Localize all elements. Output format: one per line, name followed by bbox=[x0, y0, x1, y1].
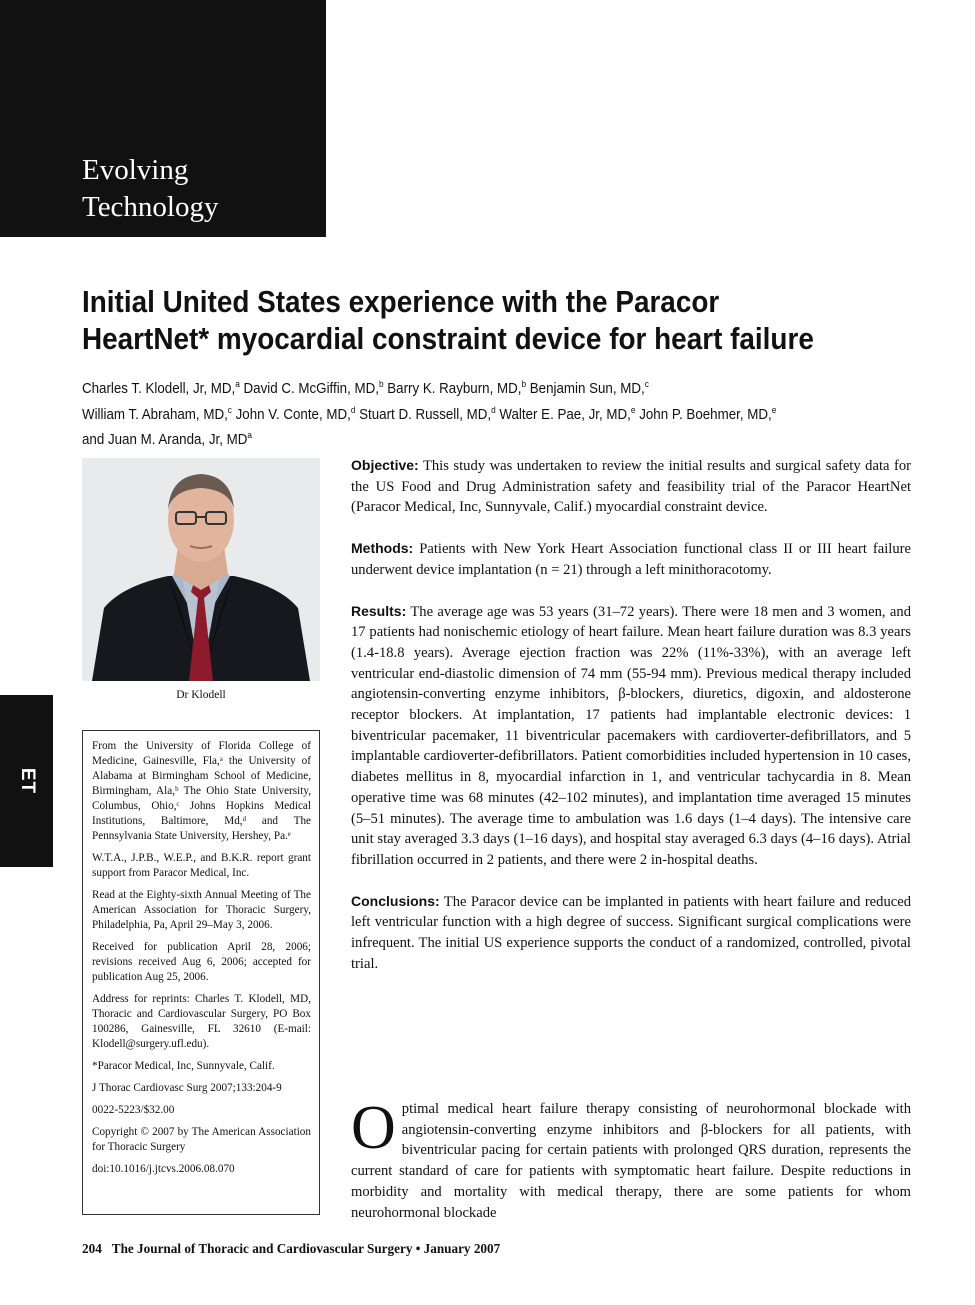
affiliation-doi: doi:10.1016/j.jtcvs.2006.08.070 bbox=[92, 1163, 235, 1175]
abstract-results: Results: The average age was 53 years (31–72 years). There were 18 men and 3 women, and 17 patients had nonischemic etiology of heart failure. Mean heart failure duration was 8.3 years (1.4-18.8 years). Average ejection fraction was 22% (11%-33%), with an average left ventricular end-diastolic dimension of 74 mm (55-94 mm). Previous medical therapy included angiotensin-converting enzyme inhibitors, β-blockers, diuretics, digoxin, and aldosterone receptor blockers. At implantation, 17 patients had implantable electronic devices: 1 biventricular pacemaker, 11 biventricular pacemakers with cardioverter-defibrillators, and 5 implantable cardioverter-defibrillators. Patient comorbidities included hypertension in 10 cases, diabetes mellitus in 8, myocardial infarction in 1, and ventricular tachycardia in 8. Mean operative time was 68 minutes (42–102 minutes), and implantation time averaged 15 minutes (5–51 minutes). The average time to ambulation was 1.6 days (1–4 days). The intensive care unit stay averaged 3.3 days (1–16 days), and hospital stay averaged 6.3 days (4–16 days). Atrial fibrillation occurred in 2 patients, and there were 2 in-hospital deaths. bbox=[351, 602, 911, 868]
author: Benjamin Sun, MD,$^c$ bbox=[529, 379, 649, 397]
author: John P. Boehmer, MD,$^e$ bbox=[639, 404, 777, 423]
section-label-line1: Evolving bbox=[82, 154, 189, 186]
affiliation-issn: 0022-5223/$32.00 bbox=[92, 1104, 175, 1116]
affiliation-received: Received for publication April 28, 2006; revisions received Aug 6, 2006; accepted for publication Aug 25, 2006. bbox=[92, 941, 311, 983]
abstract-heading: Methods: bbox=[351, 540, 414, 557]
abstract-heading: Objective: bbox=[351, 457, 419, 473]
body-paragraph-text: ptimal medical heart failure therapy consisting of neurohormonal blockade with angiotensin-converting enzyme inhibitors and β-blockers for all patients, with biventricular pacing for certain patients with prolonged QRS duration, represents the current standard of care for patients with symptomatic heart failure. Despite reductions in morbidity and mortality with medical therapy, there are some patients for whom neurohormonal blockade bbox=[351, 1101, 911, 1221]
author-line-2 bbox=[82, 400, 910, 426]
photo-caption: Dr Klodell bbox=[176, 689, 226, 701]
affiliation-meeting: Read at the Eighty-sixth Annual Meeting of The American Association for Thoracic Surgery, Philadelphia, Pa, April 29–May 3, 2006. bbox=[92, 889, 311, 931]
article-title-line1: Initial United States experience with the Paracor bbox=[82, 284, 720, 319]
page-number: 204 bbox=[82, 1241, 102, 1256]
article-title-line2: HeartNet* myocardial constraint device for heart failure bbox=[82, 321, 814, 356]
author-line-1 bbox=[82, 374, 910, 400]
author-line-3 bbox=[82, 426, 910, 452]
affiliation-grant-support: W.T.A., J.P.B., W.E.P., and B.K.R. report grant support from Paracor Medical, Inc. bbox=[92, 852, 311, 879]
abstract-heading: Conclusions: bbox=[351, 892, 440, 909]
section-label-line2: Technology bbox=[82, 191, 219, 223]
affiliation-reprints: Address for reprints: Charles T. Klodell, MD, Thoracic and Cardiovascular Surgery, PO Box 100286, Gainesville, FL 32610 (E-mail: Klodell@surgery.ufl.edu). bbox=[92, 993, 311, 1050]
affiliation-institutions: From the University of Florida College of Medicine, Gainesville, Fla,ᵃ the University of Alabama at Birmingham School of Medicine, Birmingham, Ala,ᵇ The Ohio State University, Columbus, Ohio,ᶜ Johns Hopkins Medical Institutions, Baltimore, Md,ᵈ and The Pennsylvania State University, Hershey, Pa.ᵉ bbox=[92, 740, 311, 842]
affiliation-footnote: *Paracor Medical, Inc, Sunnyvale, Calif. bbox=[92, 1060, 275, 1072]
author: William T. Abraham, MD,$^c$ bbox=[82, 404, 232, 423]
author-portrait-image bbox=[82, 458, 320, 681]
affiliation-copyright: Copyright © 2007 by The American Association for Thoracic Surgery bbox=[92, 1126, 311, 1153]
abstract bbox=[351, 455, 911, 994]
affiliation-citation: J Thorac Cardiovasc Surg 2007;133:204-9 bbox=[92, 1082, 282, 1094]
body-paragraph bbox=[351, 1094, 911, 1223]
abstract-conclusions: Conclusions: The Paracor device can be implanted in patients with heart failure and reduced left ventricular function with a high degree of success. Significant surgical complications were infrequent. The initial US experience supports the conduct of a randomized, controlled, pivotal trial. bbox=[351, 892, 911, 972]
author: John V. Conte, MD,$^d$ bbox=[235, 404, 356, 423]
author: and Juan M. Aranda, Jr, $MD^a$ bbox=[82, 430, 252, 449]
abstract-heading: Results: bbox=[351, 602, 407, 619]
author: Barry K. Rayburn, MD,$^b$ bbox=[387, 379, 527, 397]
journal-name: The Journal of Thoracic and Cardiovascular Surgery • January 2007 bbox=[111, 1241, 501, 1256]
page-footer bbox=[82, 1241, 782, 1257]
side-tab bbox=[0, 695, 53, 867]
affiliations-box bbox=[82, 730, 320, 1215]
section-header-block bbox=[0, 0, 326, 237]
section-label bbox=[82, 152, 219, 226]
abstract-objective: Objective: This study was undertaken to review the initial results and surgical safety data for the US Food and Drug Administration safety and feasibility trial of the Paracor HeartNet (Paracor Medical, Inc, Sunnyvale, Calif.) myocardial constraint device. bbox=[351, 457, 912, 516]
author: David C. McGiffin, MD,$^b$ bbox=[243, 379, 384, 397]
author: Charles T. Klodell, Jr, MD,$^a$ bbox=[82, 379, 240, 397]
side-tab-label: ET bbox=[16, 767, 38, 795]
article-title bbox=[82, 283, 847, 357]
author-photo bbox=[82, 458, 320, 681]
author: Walter E. Pae, Jr, MD,$^e$ bbox=[499, 404, 636, 423]
author-list bbox=[82, 374, 910, 451]
author: Stuart D. Russell, MD,$^d$ bbox=[359, 404, 496, 423]
abstract-methods: Methods: Patients with New York Heart Association functional class II or III heart failure underwent device implantation (n = 21) through a left minithoracotomy. bbox=[351, 540, 911, 578]
drop-cap: O bbox=[351, 1094, 396, 1162]
